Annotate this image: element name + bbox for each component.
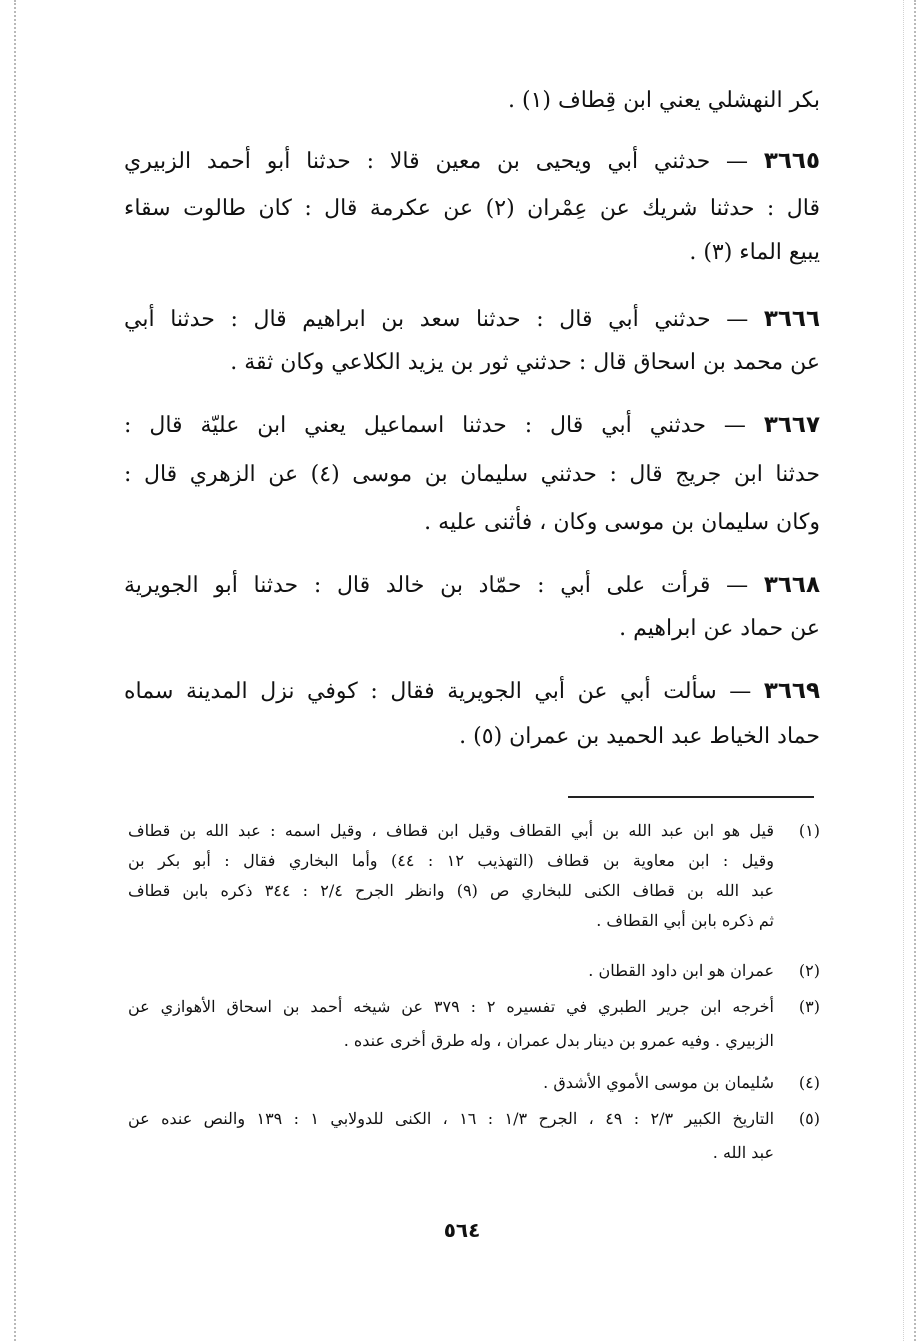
body-line: عن حماد عن ابراهيم . [619, 616, 820, 641]
body-line: بكر النهشلي يعني ابن قِطاف (١) . [508, 88, 820, 113]
hadith-3669: ٣٦٦٩ — سألت أبي عن أبي الجويرية فقال : كوفي نزل المدينة سماه [124, 678, 820, 704]
footnote-line: ثم ذكره بابن أبي القطاف . [596, 911, 774, 930]
hadith-number: ٣٦٦٧ [763, 412, 820, 438]
footnote-mark: (٢) [798, 961, 820, 980]
footnote-line: عبد الله . [712, 1143, 774, 1162]
hadith-3665: ٣٦٦٥ — حدثني أبي ويحيى بن معين قالا : حدثنا أبو أحمد الزبيري [124, 148, 821, 174]
body-line: حدثنا ابن جريج قال : حدثني سليمان بن موسى (٤) عن الزهري قال : [124, 462, 820, 487]
scan-edge-right [914, 0, 916, 1341]
footnote-line: عمران هو ابن داود القطان . [588, 961, 774, 980]
hadith-number: ٣٦٦٨ [763, 572, 820, 598]
hadith-number: ٣٦٦٩ [763, 678, 820, 704]
footnote-line: أخرجه ابن جرير الطبري في تفسيره ٢ : ٣٧٩ عن شيخه أحمد بن اسحاق الأهوازي عن [128, 997, 775, 1016]
footnote-line: قيل هو ابن عبد الله بن أبي القطاف وقيل ابن قطاف ، وقيل اسمه : عبد الله بن قطاف [128, 821, 774, 840]
body-line: عن محمد بن اسحاق قال : حدثني ثور بن يزيد الكلاعي وكان ثقة . [230, 350, 820, 375]
footnote-separator [568, 796, 814, 798]
footnote-mark: (٤) [798, 1073, 820, 1092]
hadith-3667: ٣٦٦٧ — حدثني أبي قال : حدثنا اسماعيل يعني ابن عليّة قال : [124, 412, 820, 438]
footnote-line: عبد الله بن قطاف الكنى للبخاري ص (٩) وانظر الجرح ٢/٤ : ٣٤٤ ذكره بابن قطاف [128, 881, 775, 900]
footnote-mark: (١) [798, 821, 820, 840]
hadith-3668: ٣٦٦٨ — قرأت على أبي : حمّاد بن خالد قال : حدثنا أبو الجويرية [124, 572, 820, 598]
footnote-line: التاريخ الكبير ٢/٣ : ٤٩ ، الجرح ١/٣ : ١٦ ، الكنى للدولابي ١ : ١٣٩ والنص عنده عن [128, 1109, 775, 1128]
footnote-line: وقيل : ابن معاوية بن قطاف (التهذيب ١٢ : ٤٤) وأما البخاري فقال : أبو بكر بن [128, 851, 775, 870]
footnote-mark: (٥) [798, 1109, 820, 1128]
body-line: قال : حدثنا شريك عن عِمْران (٢) عن عكرمة قال : كان طالوت سقاء [124, 196, 820, 221]
body-line: حماد الخياط عبد الحميد بن عمران (٥) . [459, 724, 820, 749]
scan-edge-right-inner [903, 0, 904, 1341]
body-line: وكان سليمان بن موسى وكان ، فأثنى عليه . [424, 510, 820, 535]
scan-edge-left [14, 0, 16, 1341]
footnote-line: سُليمان بن موسى الأموي الأشدق . [543, 1073, 774, 1092]
page-number: ٥٦٤ [443, 1218, 481, 1242]
hadith-3666: ٣٦٦٦ — حدثني أبي قال : حدثنا سعد بن ابراهيم قال : حدثنا أبي [124, 306, 820, 332]
footnote-mark: (٣) [798, 997, 820, 1016]
hadith-number: ٣٦٦٦ [763, 306, 820, 332]
footnote-line: الزبيري . وفيه عمرو بن دينار بدل عمران ، وله طرق أخرى عنده . [343, 1031, 774, 1050]
hadith-number: ٣٦٦٥ [763, 148, 821, 174]
body-line: يبيع الماء (٣) . [689, 240, 820, 265]
